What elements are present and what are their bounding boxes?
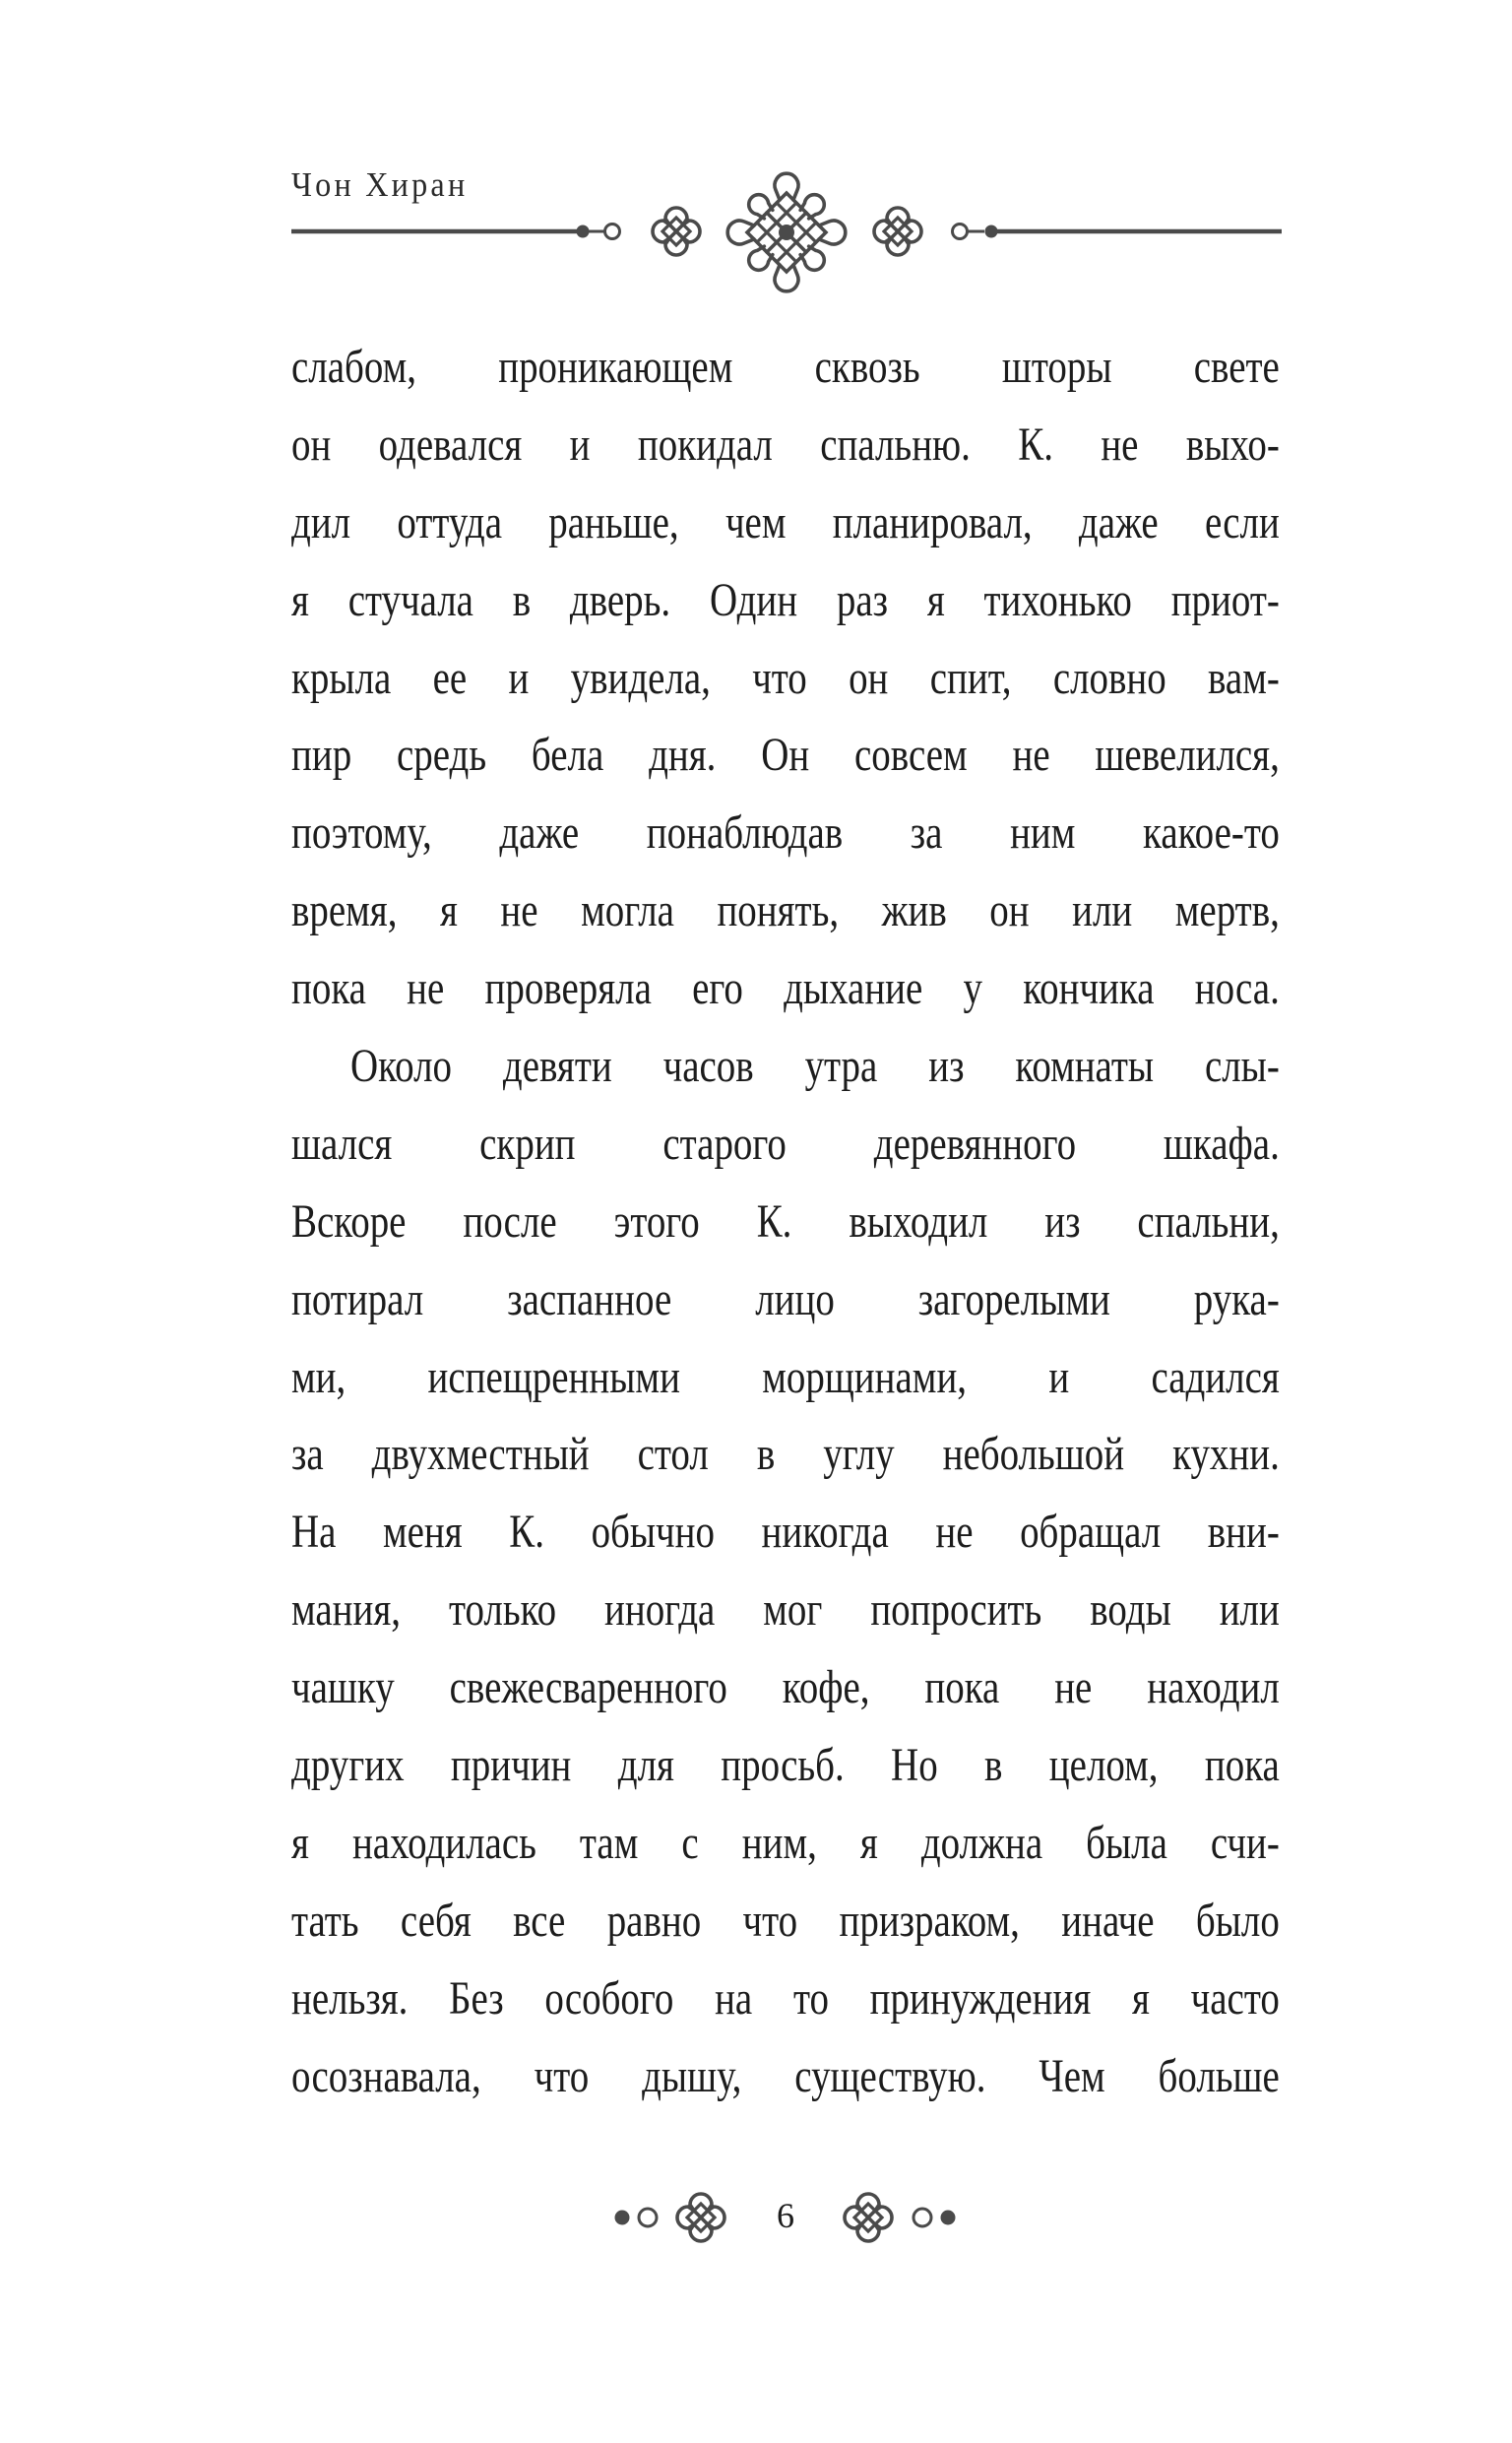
text-line-content: других причин для просьб. Но в целом, пока <box>291 1739 1280 1792</box>
text-line-content: шался скрип старого деревянного шкафа. <box>291 1117 1280 1170</box>
text-line <box>291 1572 1280 1649</box>
footer-ornament <box>0 2166 1512 2275</box>
text-line <box>291 717 1280 795</box>
text-line <box>291 1961 1280 2038</box>
text-line <box>291 1883 1280 1961</box>
filled-dot-icon <box>577 225 590 238</box>
text-line <box>291 562 1280 640</box>
header-ornament-divider <box>0 167 1512 297</box>
text-line-indented <box>291 1028 1280 1106</box>
text-line-content: слабом, проникающем сквозь шторы свете <box>291 341 1280 393</box>
paragraph-1 <box>291 329 1280 1028</box>
filled-dot-icon <box>941 2211 956 2225</box>
text-line <box>291 484 1280 562</box>
text-line <box>291 795 1280 872</box>
text-line-content: время, я не могла понять, жив он или мертв, <box>291 884 1280 937</box>
knot-left-icon <box>677 2194 724 2241</box>
text-line-content: Вскоре после этого К. выходил из спальни, <box>291 1194 1280 1248</box>
text-line-content: я стучала в дверь. Один раз я тихонько приот- <box>291 573 1280 626</box>
filled-dot-icon <box>615 2211 630 2225</box>
paragraph-2 <box>291 1028 1280 2115</box>
knot-right-icon <box>874 208 921 255</box>
text-line-content: крыла ее и увидела, что он спит, словно вам- <box>291 651 1280 704</box>
text-line-content: за двухместный стол в углу небольшой кухни. <box>291 1428 1280 1481</box>
text-line-content: пока не проверяла его дыхание у кончика носа. <box>291 962 1280 1015</box>
text-line <box>291 1106 1280 1184</box>
hollow-dot-icon <box>639 2209 657 2226</box>
text-line <box>291 1184 1280 1261</box>
text-line-content: дил оттуда раньше, чем планировал, даже если <box>291 495 1280 548</box>
text-line-content: нельзя. Без особого на то принуждения я часто <box>291 1971 1280 2025</box>
text-line <box>291 1261 1280 1339</box>
text-line-content: пир средь бела дня. Он совсем не шевелился, <box>291 729 1280 782</box>
text-line-content: ми, испещренными морщинами, и садился <box>291 1350 1280 1403</box>
hollow-dot-icon <box>914 2209 931 2226</box>
hollow-dot-icon <box>605 225 620 239</box>
text-line <box>291 1339 1280 1417</box>
running-head-author: Чон Хиран <box>291 165 469 204</box>
text-line-content: поэтому, даже понаблюдав за ним какое-то <box>291 806 1280 860</box>
text-line-content: он одевался и покидал спальню. К. не выхо- <box>291 418 1280 471</box>
text-line <box>291 1727 1280 1805</box>
text-line <box>291 640 1280 718</box>
text-line-content: потирал заспанное лицо загорелыми рука- <box>291 1272 1280 1325</box>
text-line-content: чашку свежесваренного кофе, пока не находил <box>291 1661 1280 1714</box>
text-line <box>291 1649 1280 1727</box>
text-line <box>291 1416 1280 1494</box>
text-line-content: я находилась там с ним, я должна была счи- <box>291 1816 1280 1869</box>
text-line-content: мания, только иногда мог попросить воды или <box>291 1583 1280 1637</box>
text-line <box>291 1494 1280 1572</box>
text-line <box>291 2038 1280 2116</box>
knot-left-icon <box>653 208 700 255</box>
page-number: 6 <box>777 2196 794 2235</box>
knot-right-icon <box>845 2194 892 2241</box>
text-line-content: Около девяти часов утра из комнаты слы- <box>350 1040 1280 1093</box>
text-line-content: тать себя все равно что призраком, иначе было <box>291 1894 1280 1947</box>
text-line <box>291 407 1280 484</box>
text-line <box>291 872 1280 950</box>
text-line-content: осознавала, что дышу, существую. Чем больше <box>291 2049 1280 2102</box>
hollow-dot-icon <box>953 225 968 239</box>
text-line <box>291 329 1280 407</box>
knot-center-icon <box>727 173 846 291</box>
text-line <box>291 950 1280 1028</box>
body-text <box>291 329 1280 2115</box>
text-line-content: На меня К. обычно никогда не обращал вни- <box>291 1506 1280 1559</box>
text-line <box>291 1805 1280 1883</box>
